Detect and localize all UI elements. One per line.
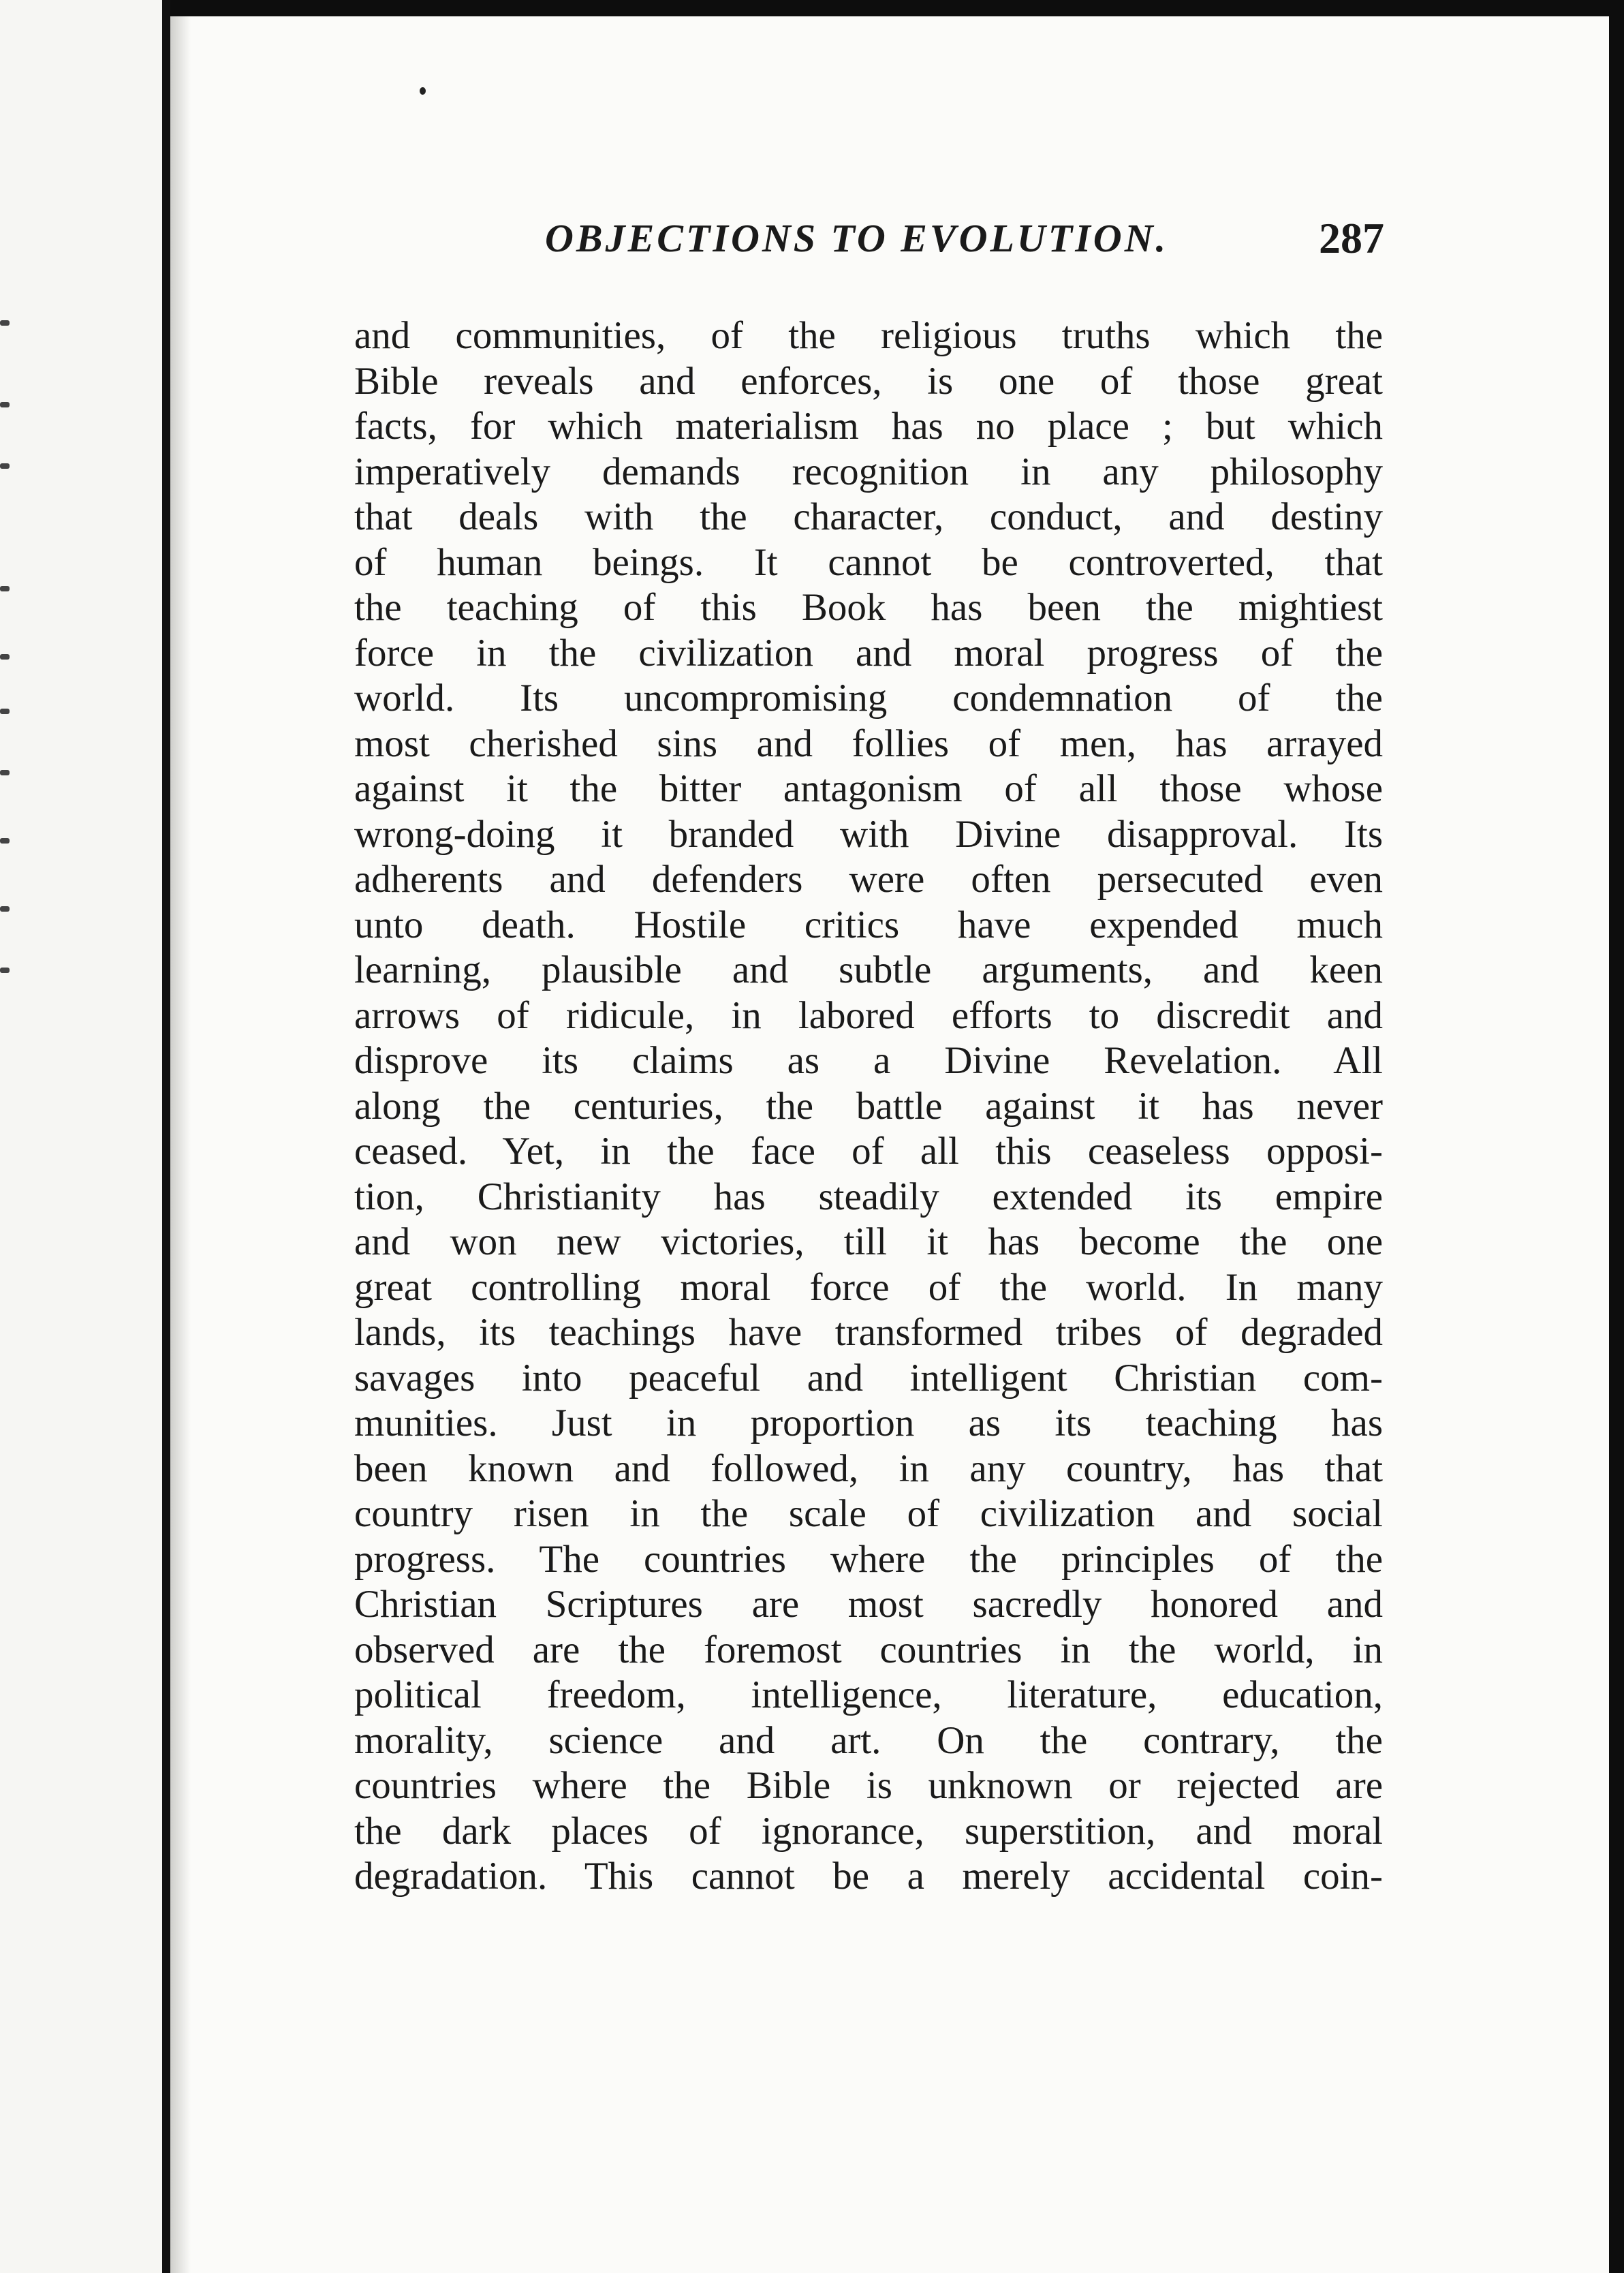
page-gutter <box>162 0 170 2273</box>
facing-page-mark <box>0 463 10 469</box>
facing-page-mark <box>0 770 10 775</box>
running-head <box>545 211 1396 266</box>
text-line: the dark places of ignorance, superstition, and moral <box>354 1809 1383 1853</box>
text-line: world. Its uncompromising condemnation of the <box>354 677 1383 720</box>
text-line: learning, plausible and subtle arguments, and keen <box>354 948 1383 991</box>
text-line: along the centuries, the battle against it has never <box>354 1084 1383 1128</box>
text-line: disprove its claims as a Divine Revelation. All <box>354 1039 1383 1082</box>
text-line: great controlling moral force of the world. In many <box>354 1265 1383 1309</box>
text-line: the teaching of this Book has been the mightiest <box>354 586 1383 629</box>
text-line: wrong-doing it branded with Divine disapproval. Its <box>354 812 1383 856</box>
text-line: political freedom, intelligence, literature, education, <box>354 1673 1383 1716</box>
text-line: savages into peaceful and intelligent Christian com- <box>354 1356 1383 1400</box>
text-line: most cherished sins and follies of men, has arrayed <box>354 722 1383 765</box>
body-text <box>354 313 1383 1900</box>
facing-page-mark <box>0 320 10 326</box>
facing-page-mark <box>0 654 10 660</box>
text-line: observed are the foremost countries in the world, in <box>354 1628 1383 1671</box>
text-line: tion, Christianity has steadily extended its empire <box>354 1175 1383 1218</box>
text-line: munities. Just in proportion as its teaching has <box>354 1402 1383 1444</box>
facing-page-mark <box>0 838 10 844</box>
text-line: that deals with the character, conduct, and destiny <box>354 495 1383 538</box>
page-binding-shadow <box>170 16 191 2273</box>
text-line: and won new victories, till it has become the one <box>354 1220 1383 1263</box>
text-line: force in the civilization and moral progress of the <box>354 631 1383 675</box>
print-speck <box>420 87 426 95</box>
text-line: lands, its teachings have transformed tribes of degraded <box>354 1311 1383 1354</box>
facing-page-mark <box>0 402 10 407</box>
facing-page-mark <box>0 906 10 912</box>
text-line: progress. The countries where the principles of the <box>354 1537 1383 1581</box>
text-line: ceased. Yet, in the face of all this ceaseless opposi- <box>354 1130 1383 1173</box>
page-number: 287 <box>1319 214 1384 262</box>
text-line: arrows of ridicule, in labored efforts to discredit and <box>354 993 1383 1037</box>
facing-page-mark <box>0 586 10 591</box>
text-line: against it the bitter antagonism of all those whose <box>354 767 1383 810</box>
text-line: adherents and defenders were often persecuted even <box>354 858 1383 901</box>
text-line: of human beings. It cannot be controverted, that <box>354 540 1383 584</box>
text-line: country risen in the scale of civilization and social <box>354 1492 1383 1535</box>
text-line: Bible reveals and enforces, is one of those great <box>354 359 1383 403</box>
running-title: OBJECTIONS TO EVOLUTION. <box>545 216 1169 260</box>
facing-page-mark <box>0 968 10 973</box>
text-line: imperatively demands recognition in any philosophy <box>354 450 1383 493</box>
text-line: been known and followed, in any country, has that <box>354 1447 1383 1490</box>
text-line: degradation. This cannot be a merely accidental coin- <box>354 1855 1383 1898</box>
text-line: Christian Scriptures are most sacredly honored and <box>354 1583 1383 1626</box>
text-line: morality, science and art. On the contrary, the <box>354 1718 1383 1762</box>
facing-page-edge <box>0 0 163 2273</box>
text-line: and communities, of the religious truths which the <box>354 314 1383 357</box>
text-line: facts, for which materialism has no place ; but which <box>354 405 1383 448</box>
facing-page-mark <box>0 709 10 714</box>
text-line: unto death. Hostile critics have expended much <box>354 903 1383 946</box>
text-line: countries where the Bible is unknown or rejected are <box>354 1764 1383 1807</box>
